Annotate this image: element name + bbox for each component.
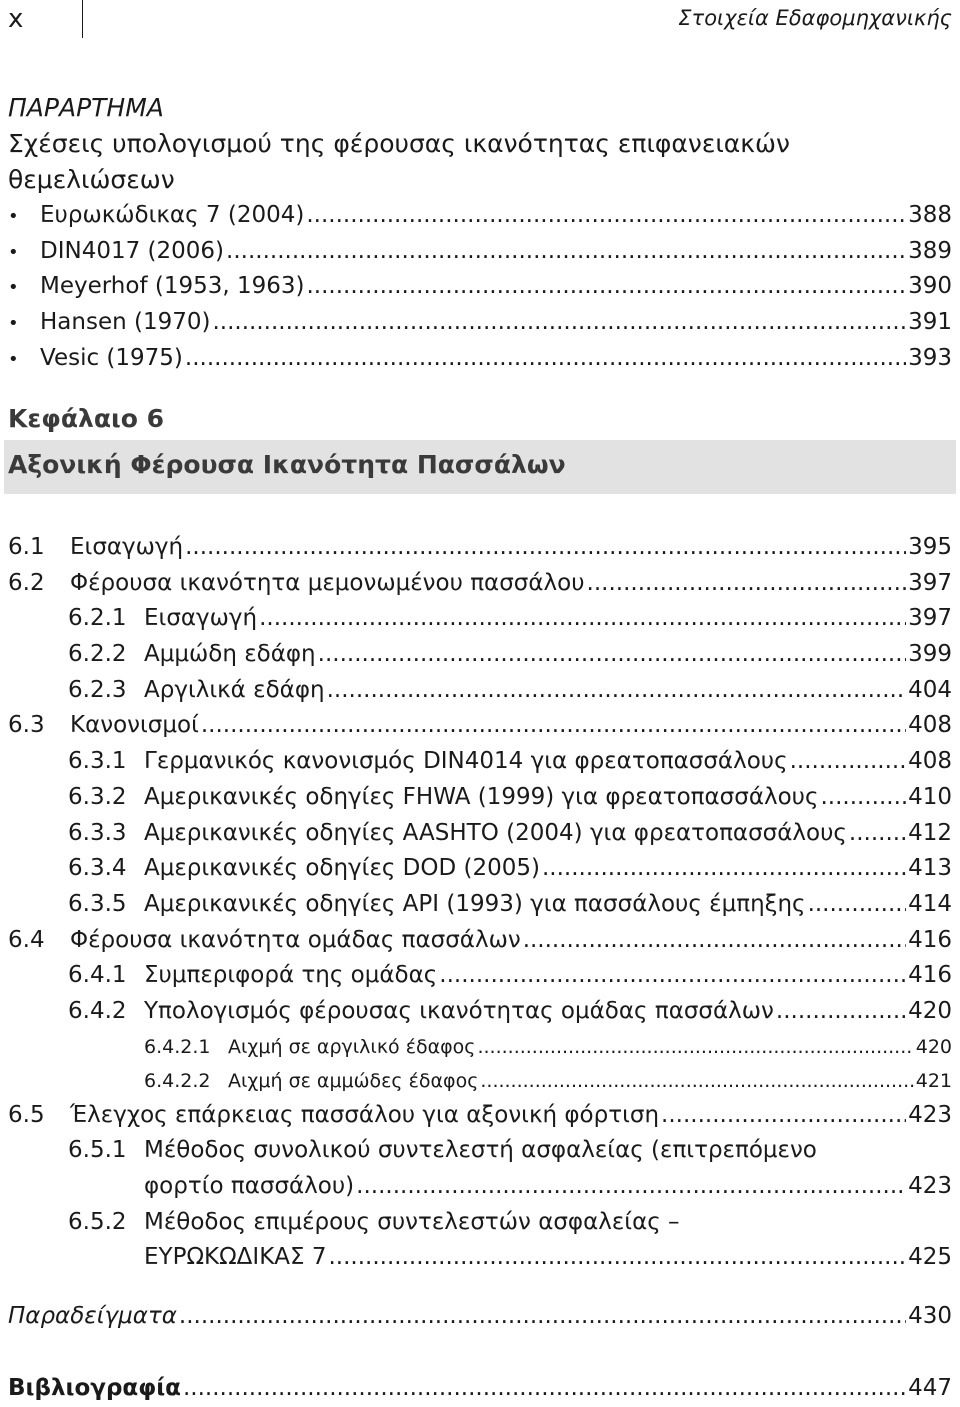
toc-label-continued: ΕΥΡΩΚΩΔΙΚΑΣ 7 [144, 1244, 327, 1271]
toc-entry[interactable] [8, 601, 952, 637]
leader-dots [439, 958, 906, 994]
toc-label: Vesic (1975) [40, 344, 183, 371]
toc-entry[interactable] [8, 530, 952, 566]
bullet-icon: • [8, 241, 19, 263]
toc-page: 425 [908, 1244, 952, 1271]
toc-page: 412 [908, 819, 952, 846]
bullet-icon: • [8, 348, 19, 370]
appendix-title: ΠΑΡΑΡΤΗΜΑ [8, 93, 164, 122]
toc-entry[interactable] [8, 708, 952, 744]
toc-label: Συμπεριφορά της ομάδας [144, 962, 438, 989]
toc-label: DIN4017 (2006) [40, 237, 225, 264]
toc-number: 6.4 [8, 926, 45, 953]
toc-label: Hansen (1970) [40, 309, 211, 336]
leader-dots [306, 198, 906, 234]
toc-page: 395 [908, 534, 952, 560]
leader-dots [226, 234, 906, 270]
toc-number: 6.2.1 [68, 605, 127, 632]
toc-page: 388 [908, 202, 952, 228]
toc-number: 6.4.2 [68, 997, 127, 1024]
toc-label: Υπολογισμός φέρουσας ικανότητας ομάδας πασσάλων [144, 997, 774, 1024]
toc-number: 6.5 [8, 1101, 45, 1128]
toc-number: 6.5.1 [68, 1137, 127, 1164]
toc-number: 6.1 [8, 534, 45, 560]
chapter-label: Κεφάλαιο 6 [8, 404, 165, 433]
toc-entry-multiline[interactable] [8, 1205, 952, 1276]
chapter-title-bar [4, 440, 956, 494]
leader-dots [185, 341, 906, 377]
toc-label: Φέρουσα ικανότητα ομάδας πασσάλων [70, 926, 521, 953]
toc-label: Αιχμή σε αμμώδες έδαφος [228, 1069, 479, 1092]
toc-page: 420 [908, 997, 952, 1024]
toc-number: 6.3 [8, 712, 45, 739]
leader-dots [480, 1064, 913, 1098]
leader-dots [849, 816, 906, 852]
toc-page: 399 [908, 641, 952, 668]
toc-entry[interactable] [8, 994, 952, 1030]
header-divider [82, 0, 83, 38]
toc-number: 6.4.2.1 [144, 1035, 211, 1058]
leader-dots [542, 851, 906, 887]
toc-entry-line [68, 1169, 952, 1205]
toc-label: Αμμώδη εδάφη [144, 641, 316, 668]
toc-page: 420 [915, 1035, 952, 1058]
toc-label: Γερμανικός κανονισμός DIN4014 για φρεατοπασσάλους [144, 748, 788, 775]
toc-entry[interactable] [8, 566, 952, 602]
toc-entry[interactable] [8, 958, 952, 994]
leader-dots [185, 530, 906, 566]
toc-number: 6.4.1 [68, 962, 127, 989]
toc-entry[interactable] [8, 673, 952, 709]
bullet-icon: • [8, 206, 19, 227]
appendix-subtitle: Σχέσεις υπολογισμού της φέρουσας ικανότητας επιφανειακών θεμελιώσεων [8, 129, 790, 194]
leader-dots [790, 744, 907, 780]
toc-number: 6.3.4 [68, 855, 127, 882]
leader-dots [776, 994, 906, 1030]
toc-page: 421 [915, 1069, 952, 1092]
toc-entry-multiline[interactable] [8, 1133, 952, 1204]
appendix-item[interactable] [8, 198, 952, 234]
leader-dots [259, 601, 906, 637]
toc-entry-examples[interactable] [8, 1299, 952, 1335]
toc-page: 408 [908, 748, 952, 775]
running-title: Στοιχεία Εδαφομηχανικής [678, 6, 952, 30]
leader-dots [329, 1240, 907, 1276]
toc-entry[interactable] [8, 1030, 952, 1064]
toc-entry[interactable] [8, 1064, 952, 1098]
toc-label: Εισαγωγή [70, 534, 184, 560]
leader-dots [201, 708, 906, 744]
toc-page: 447 [908, 1375, 952, 1401]
leader-dots [808, 887, 907, 923]
toc-entry-line [68, 1205, 952, 1241]
toc-label-continued: φορτίο πασσάλου) [144, 1173, 355, 1199]
toc-label: Ευρωκώδικας 7 (2004) [40, 202, 305, 228]
toc-page: 404 [908, 676, 952, 703]
bullet-icon: • [8, 313, 19, 335]
leader-dots [356, 1169, 906, 1205]
page-number: x [8, 4, 24, 34]
toc-label: Εισαγωγή [144, 605, 258, 632]
toc-entry[interactable] [8, 816, 952, 852]
appendix-item[interactable] [8, 269, 952, 305]
leader-dots [523, 923, 906, 959]
toc-entry[interactable] [8, 887, 952, 923]
toc-number: 6.3.2 [68, 783, 127, 810]
toc-label: Meyerhof (1953, 1963) [40, 273, 305, 300]
toc-page: 408 [908, 712, 952, 739]
appendix-item[interactable] [8, 305, 952, 341]
toc-label: Αμερικανικές οδηγίες FHWA (1999) για φρεατοπασσάλους [144, 783, 819, 810]
toc-page: 414 [908, 890, 952, 917]
toc-page: 397 [908, 569, 952, 596]
toc-label: Έλεγχος επάρκειας πασσάλου για αξονική φόρτιση [70, 1101, 660, 1128]
toc-entry[interactable] [8, 923, 952, 959]
toc-page: 423 [908, 1101, 952, 1128]
toc-entry-line [68, 1133, 952, 1169]
appendix-item[interactable] [8, 234, 952, 270]
toc-entry[interactable] [8, 1098, 952, 1134]
toc-label: Βιβλιογραφία [8, 1375, 181, 1401]
chapter-toc [8, 530, 952, 1276]
toc-page: 410 [908, 783, 952, 810]
toc-number: 6.2.3 [68, 676, 127, 703]
bullet-icon: • [8, 277, 19, 299]
toc-label: Αμερικανικές οδηγίες AASHTO (2004) για φρεατοπασσάλους [144, 819, 847, 846]
toc-number: 6.5.2 [68, 1208, 127, 1235]
chapter-title: Αξονική Φέρουσα Ικανότητα Πασσάλων [8, 450, 566, 479]
leader-dots [587, 566, 907, 602]
toc-page: 416 [908, 926, 952, 953]
toc-entry[interactable] [8, 851, 952, 887]
toc-label: Φέρουσα ικανότητα μεμονωμένου πασσάλου [70, 569, 585, 596]
page-header [0, 0, 960, 42]
toc-number: 6.2 [8, 569, 45, 596]
examples-section [8, 1299, 952, 1335]
leader-dots [179, 1299, 906, 1335]
leader-dots [307, 269, 907, 305]
toc-entry-line [68, 1240, 952, 1276]
toc-entry[interactable] [8, 744, 952, 780]
toc-page: 391 [908, 309, 952, 336]
leader-dots [212, 305, 906, 341]
toc-number: 6.3.1 [68, 748, 127, 775]
appendix-section [8, 90, 952, 376]
toc-number: 6.4.2.2 [144, 1069, 211, 1092]
leader-dots [821, 780, 907, 816]
toc-label: Μέθοδος συνολικού συντελεστή ασφαλείας (επιτρεπόμενο [144, 1137, 817, 1164]
toc-page: 423 [908, 1173, 952, 1199]
toc-page: 393 [908, 344, 952, 371]
toc-page: 413 [908, 855, 952, 882]
toc-number: 6.2.2 [68, 641, 127, 668]
toc-label: Παραδείγματα [8, 1303, 177, 1329]
toc-number: 6.3.5 [68, 890, 127, 917]
leader-dots [327, 673, 907, 709]
toc-page: 416 [908, 962, 952, 989]
toc-label: Αργιλικά εδάφη [144, 676, 325, 703]
toc-entry[interactable] [8, 637, 952, 673]
toc-label: Μέθοδος επιμέρους συντελεστών ασφαλείας – [144, 1208, 680, 1235]
toc-page: 430 [908, 1303, 952, 1329]
toc-page: 390 [908, 273, 952, 300]
toc-label: Κανονισμοί [70, 712, 199, 739]
leader-dots [183, 1371, 906, 1407]
toc-label: Αιχμή σε αργιλικό έδαφος [228, 1035, 476, 1058]
bibliography-section [8, 1371, 952, 1407]
leader-dots [318, 637, 906, 673]
toc-entry[interactable] [8, 780, 952, 816]
toc-page: 389 [908, 237, 952, 264]
leader-dots [661, 1098, 906, 1134]
toc-entry-bibliography[interactable] [8, 1371, 952, 1407]
leader-dots [477, 1030, 913, 1064]
appendix-item[interactable] [8, 341, 952, 377]
toc-page: 397 [908, 605, 952, 632]
toc-label: Αμερικανικές οδηγίες DOD (2005) [144, 855, 540, 882]
toc-number: 6.3.3 [68, 819, 127, 846]
toc-label: Αμερικανικές οδηγίες API (1993) για πασσάλους έμπηξης [144, 890, 806, 917]
